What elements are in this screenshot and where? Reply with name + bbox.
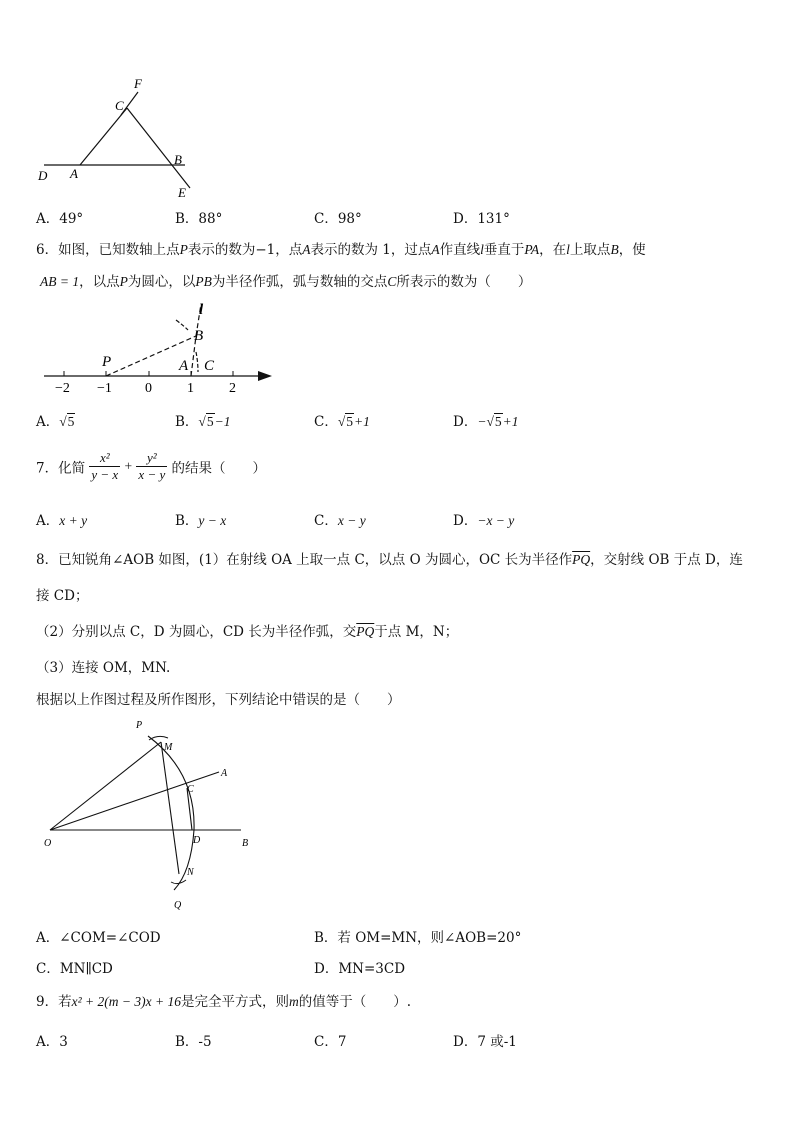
q8-stem-line1: 8．已知锐角∠AOB 如图，(1）在射线 OA 上取一点 C，以点 O 为圆心，OC 长为半径作$\overline{PQ}$，交射线 OB 于点 D，连 [36, 552, 743, 568]
label-C: C [115, 98, 124, 113]
label-C: C [204, 358, 215, 374]
q5-triangle-figure [30, 70, 210, 200]
q5-option-c[interactable]: C．98° [314, 211, 362, 227]
label-F: F [134, 76, 142, 91]
q7-option-d[interactable]: D．−x − y [453, 513, 515, 529]
q6-option-c[interactable]: C．√5+1 [314, 414, 370, 430]
q8-stem-line2: 接 CD； [36, 588, 89, 604]
q7-fraction-1: $\frac{\text{x²}}{y - x}$ [91, 450, 119, 482]
label-E: E [178, 185, 186, 200]
q9-option-d[interactable]: D．7 或-1 [453, 1034, 517, 1050]
q8-construction-figure [36, 712, 266, 912]
q8-stem-line5: 根据以上作图过程及所作图形，下列结论中错误的是（ ） [36, 692, 401, 708]
q5-option-d[interactable]: D．131° [453, 211, 510, 227]
q7-option-a[interactable]: A．x + y [36, 513, 88, 529]
q6-option-b[interactable]: B．√5−1 [175, 414, 231, 430]
label-N: N [187, 867, 194, 878]
q7-stem: 7．化简 $\frac{\text{x²}}{y - x}$ + $\frac{\text{y²}}{x - y}$ 的结果（ ） [36, 450, 267, 482]
q7-option-b[interactable]: B．y − x [175, 513, 227, 529]
label-M: M [164, 742, 173, 753]
q7-option-c[interactable]: C．x − y [314, 513, 366, 529]
q8-stem-line4: （3）连接 OM，MN. [36, 660, 171, 676]
q8-stem-line3: （2）分别以点 C，D 为圆心，CD 长为半径作弧，交$\overline{PQ}$于点 M，N； [36, 624, 459, 640]
label-C: C [187, 784, 194, 795]
label-B: B [194, 328, 204, 344]
label-B: B [174, 152, 182, 167]
q6-number-line-figure [36, 296, 281, 396]
q9-option-c[interactable]: C．7 [314, 1034, 347, 1050]
label-B: B [242, 838, 249, 849]
q9-option-b[interactable]: B．-5 [175, 1034, 212, 1050]
q9-stem: 9．若x² + 2(m − 3)x + 16是完全平方式，则m的值等于（ ）. [36, 994, 411, 1010]
tick-label: 2 [229, 381, 236, 396]
q8-option-c[interactable]: C．MN∥CD [36, 961, 113, 977]
q5-option-b[interactable]: B．88° [175, 211, 223, 227]
q6-option-d[interactable]: D．−√5+1 [453, 414, 519, 430]
label-A: A [70, 166, 78, 181]
label-D: D [193, 835, 201, 846]
q8-option-d[interactable]: D．MN=3CD [314, 961, 406, 977]
tick-label: −1 [97, 381, 112, 396]
label-P: P [102, 354, 112, 370]
label-A: A [221, 768, 228, 779]
q5-option-a[interactable]: A．49° [36, 211, 84, 227]
label-l: l [199, 302, 204, 318]
q6-stem-line1: 6．如图，已知数轴上点P表示的数为−1，点A表示的数为 1，过点A作直线l垂直于PA，在l上取点B，使 [36, 242, 646, 258]
q6-option-a[interactable]: A．√5 [36, 414, 75, 430]
q9-option-a[interactable]: A．3 [36, 1034, 68, 1050]
q8-option-a[interactable]: A．∠COM=∠COD [36, 930, 161, 946]
tick-label: 0 [145, 381, 152, 396]
tick-label: −2 [55, 381, 70, 396]
label-A: A [179, 358, 189, 374]
q6-stem-line2: AB = 1，以点P为圆心，以PB为半径作弧，弧与数轴的交点C所表示的数为（ ） [40, 274, 532, 290]
label-P: P [136, 720, 143, 731]
q8-option-b[interactable]: B．若 OM=MN，则∠AOB=20° [314, 930, 522, 946]
label-Q: Q [174, 900, 182, 911]
label-O: O [44, 838, 52, 849]
label-D: D [38, 168, 48, 183]
q7-fraction-2: $\frac{\text{y²}}{x - y}$ [138, 450, 166, 482]
tick-label: 1 [187, 381, 194, 396]
